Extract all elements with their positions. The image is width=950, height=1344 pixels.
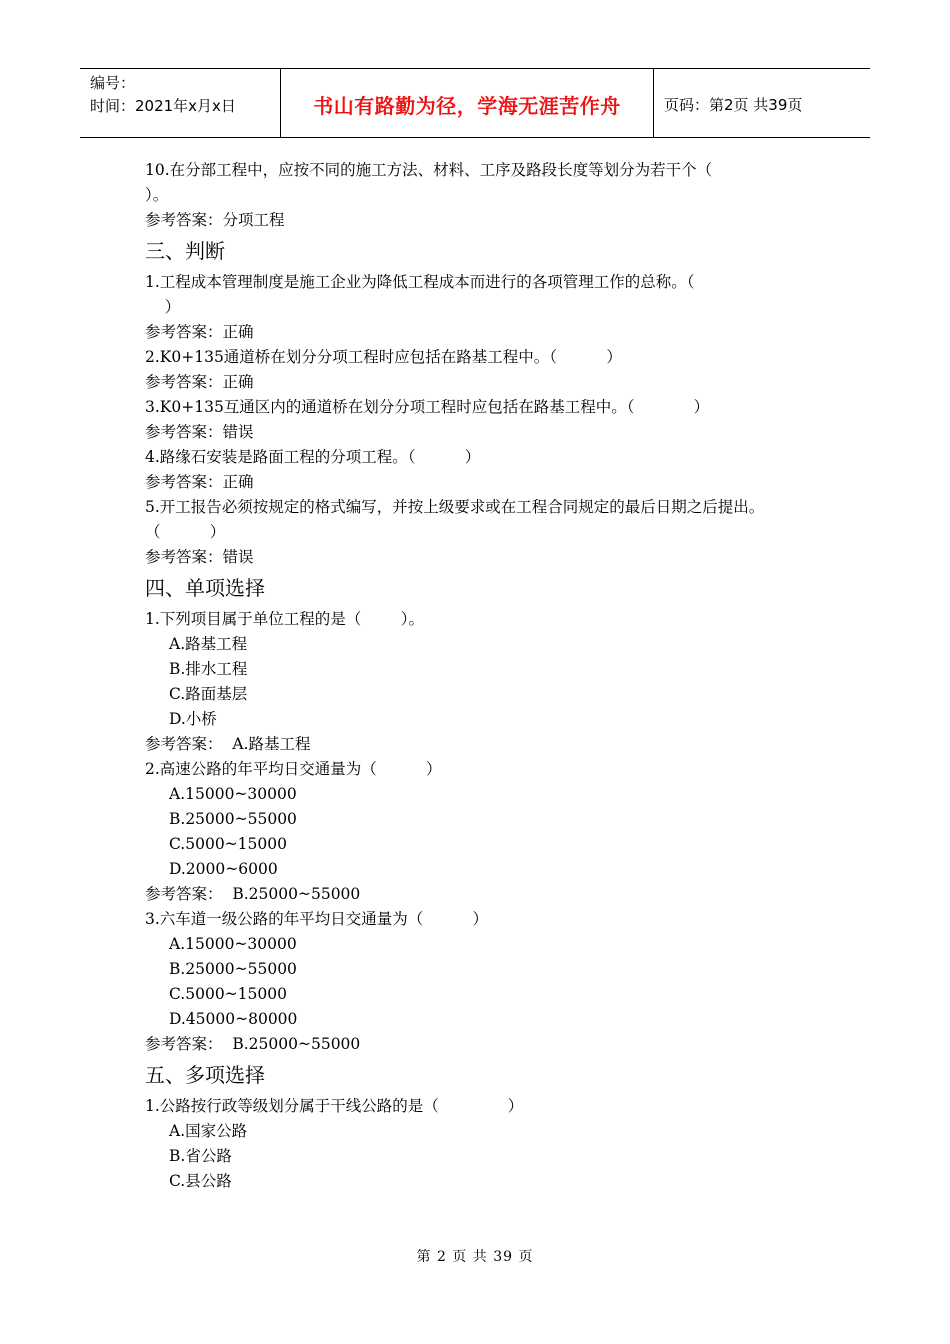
header-meta bbox=[80, 69, 281, 137]
answer-option: A.15000~30000 bbox=[169, 935, 297, 953]
page-header bbox=[80, 68, 870, 138]
answer-option: C.5000~15000 bbox=[169, 835, 287, 853]
answer-option: B.25000~55000 bbox=[169, 960, 297, 978]
text-line: 2.K0+135通道桥在划分分项工程时应包括在路基工程中。（ ） bbox=[145, 348, 622, 366]
section-heading: 三、判断 bbox=[145, 239, 225, 263]
answer-option: D.2000~6000 bbox=[169, 860, 278, 878]
text-line: 参考答案：正确 bbox=[145, 473, 254, 491]
text-line: 参考答案： A.路基工程 bbox=[145, 735, 311, 753]
text-line: 1.公路按行政等级划分属于干线公路的是（ ） bbox=[145, 1097, 524, 1115]
answer-option: A.国家公路 bbox=[169, 1122, 248, 1140]
text-line: （ ） bbox=[145, 523, 226, 541]
text-line: 3.六车道一级公路的年平均日交通量为（ ） bbox=[145, 910, 489, 928]
text-line: 参考答案：分项工程 bbox=[145, 211, 285, 229]
text-line: 1.下列项目属于单位工程的是（ ）。 bbox=[145, 610, 424, 628]
answer-option: D.45000~80000 bbox=[169, 1010, 298, 1028]
text-line: 参考答案：错误 bbox=[145, 548, 254, 566]
text-line: 5.开工报告必须按规定的格式编写，并按上级要求或在工程合同规定的最后日期之后提出。 bbox=[145, 498, 765, 516]
header-motto: 书山有路勤为径，学海无涯苦作舟 bbox=[281, 69, 654, 137]
document-body bbox=[145, 158, 825, 1194]
page-footer: 第 2 页 共 39 页 bbox=[416, 1249, 534, 1265]
text-line: 2.高速公路的年平均日交通量为（ ） bbox=[145, 760, 442, 778]
answer-option: B.排水工程 bbox=[169, 660, 248, 678]
answer-option: B.省公路 bbox=[169, 1147, 232, 1165]
answer-option: A.路基工程 bbox=[169, 635, 248, 653]
text-line: ）。 bbox=[145, 186, 169, 204]
answer-option: D.小桥 bbox=[169, 710, 217, 728]
header-page-info: 页码：第2页 共39页 bbox=[664, 95, 803, 114]
section-heading: 五、多项选择 bbox=[145, 1063, 265, 1087]
answer-option: C.5000~15000 bbox=[169, 985, 287, 1003]
text-line: 1.工程成本管理制度是施工企业为降低工程成本而进行的各项管理工作的总称。（ bbox=[145, 273, 695, 291]
text-line: 3.K0+135互通区内的通道桥在划分分项工程时应包括在路基工程中。（ ） bbox=[145, 398, 710, 416]
answer-option: C.县公路 bbox=[169, 1172, 232, 1190]
text-line: ） bbox=[145, 298, 181, 316]
section-heading: 四、单项选择 bbox=[145, 576, 265, 600]
text-line: 参考答案：正确 bbox=[145, 373, 254, 391]
text-line: 4.路缘石安装是路面工程的分项工程。（ ） bbox=[145, 448, 481, 466]
text-line: 参考答案：错误 bbox=[145, 423, 254, 441]
text-line: 参考答案： B.25000~55000 bbox=[145, 1035, 361, 1053]
answer-option: B.25000~55000 bbox=[169, 810, 297, 828]
text-line: 10.在分部工程中，应按不同的施工方法、材料、工序及路段长度等划分为若干个（ bbox=[145, 161, 713, 179]
answer-option: A.15000~30000 bbox=[169, 785, 297, 803]
answer-option: C.路面基层 bbox=[169, 685, 248, 703]
text-line: 参考答案： B.25000~55000 bbox=[145, 885, 361, 903]
serial-number-label: 编号： bbox=[90, 74, 136, 92]
date-label: 时间：2021年x月x日 bbox=[90, 97, 236, 115]
text-line: 参考答案：正确 bbox=[145, 323, 254, 341]
